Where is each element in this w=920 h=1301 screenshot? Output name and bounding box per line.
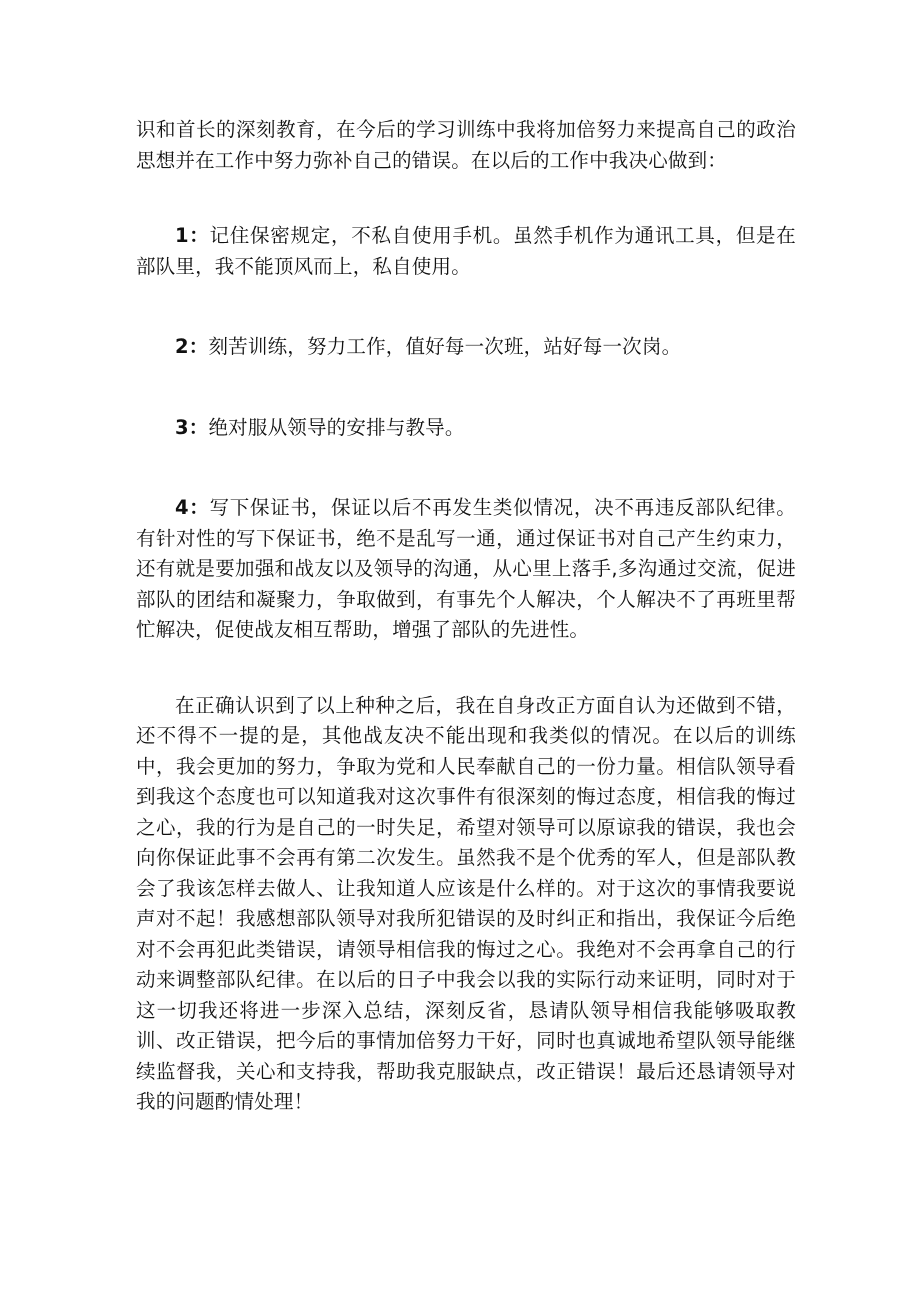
list-item-3 bbox=[136, 413, 796, 444]
item-number: 1： bbox=[175, 224, 210, 247]
item-number: 4： bbox=[175, 496, 210, 519]
intro-paragraph: 识和首长的深刻教育，在今后的学习训练中我将加倍努力来提高自己的政治思想并在工作中努力弥补自己的错误。在以后的工作中我决心做到： bbox=[136, 118, 796, 172]
closing-paragraph: 在正确认识到了以上种种之后，我在自身改正方面自认为还做到不错，还不得不一提的是，其他战友决不能出现和我类似的情况。在以后的训练中，我会更加的努力，争取为党和人民奉献自己的一份力量。相信队领导看到我这个态度也可以知道我对这次事件有很深刻的悔过态度，相信我的悔过之心，我的行为是自己的一时失足，希望对领导可以原谅我的错误，我也会向你保证此事不会再有第二次发生。虽然我不是个优秀的军人，但是部队教会了我该怎样去做人、让我知道人应该是什么样的。对于这次的事情我要说声对不起！我感想部队领导对我所犯错误的及时纠正和指出，我保证今后绝对不会再犯此类错误，请领导相信我的悔过之心。我绝对不会再拿自己的行动来调整部队纪律。在以后的日子中我会以我的实际行动来证明，同时对于这一切我还将进一步深入总结，深刻反省，恳请队领导相信我能够吸取教训、改正错误，把今后的事情加倍努力干好，同时也真诚地希望队领导能继续监督我，关心和支持我，帮助我克服缺点，改正错误！最后还恳请领导对我的问题酌情处理！ bbox=[136, 693, 796, 1113]
item-text: 刻苦训练，努力工作，值好每一次班，站好每一次岗。 bbox=[208, 335, 682, 358]
list-item-4 bbox=[136, 493, 796, 646]
item-text: 写下保证书，保证以后不再发生类似情况，决不再违反部队纪律。有针对性的写下保证书，绝不是乱写一通，通过保证书对自己产生约束力，还有就是要加强和战友以及领导的沟通，从心里上落手,多沟通过交流，促进部队的团结和凝聚力，争取做到，有事先个人解决，个人解决不了再班里帮忙解决，促使战友相互帮助，增强了部队的先进性。 bbox=[136, 496, 797, 641]
document-body bbox=[136, 115, 796, 1118]
item-number: 2： bbox=[175, 335, 209, 358]
list-item-2 bbox=[136, 332, 796, 363]
item-text: 记住保密规定，不私自使用手机。虽然手机作为通讯工具，但是在部队里，我不能顶风而上，私自使用。 bbox=[136, 224, 797, 278]
item-number: 3： bbox=[175, 415, 209, 439]
list-item-1 bbox=[136, 221, 796, 282]
item-text: 绝对服从领导的安排与教导。 bbox=[208, 415, 465, 439]
